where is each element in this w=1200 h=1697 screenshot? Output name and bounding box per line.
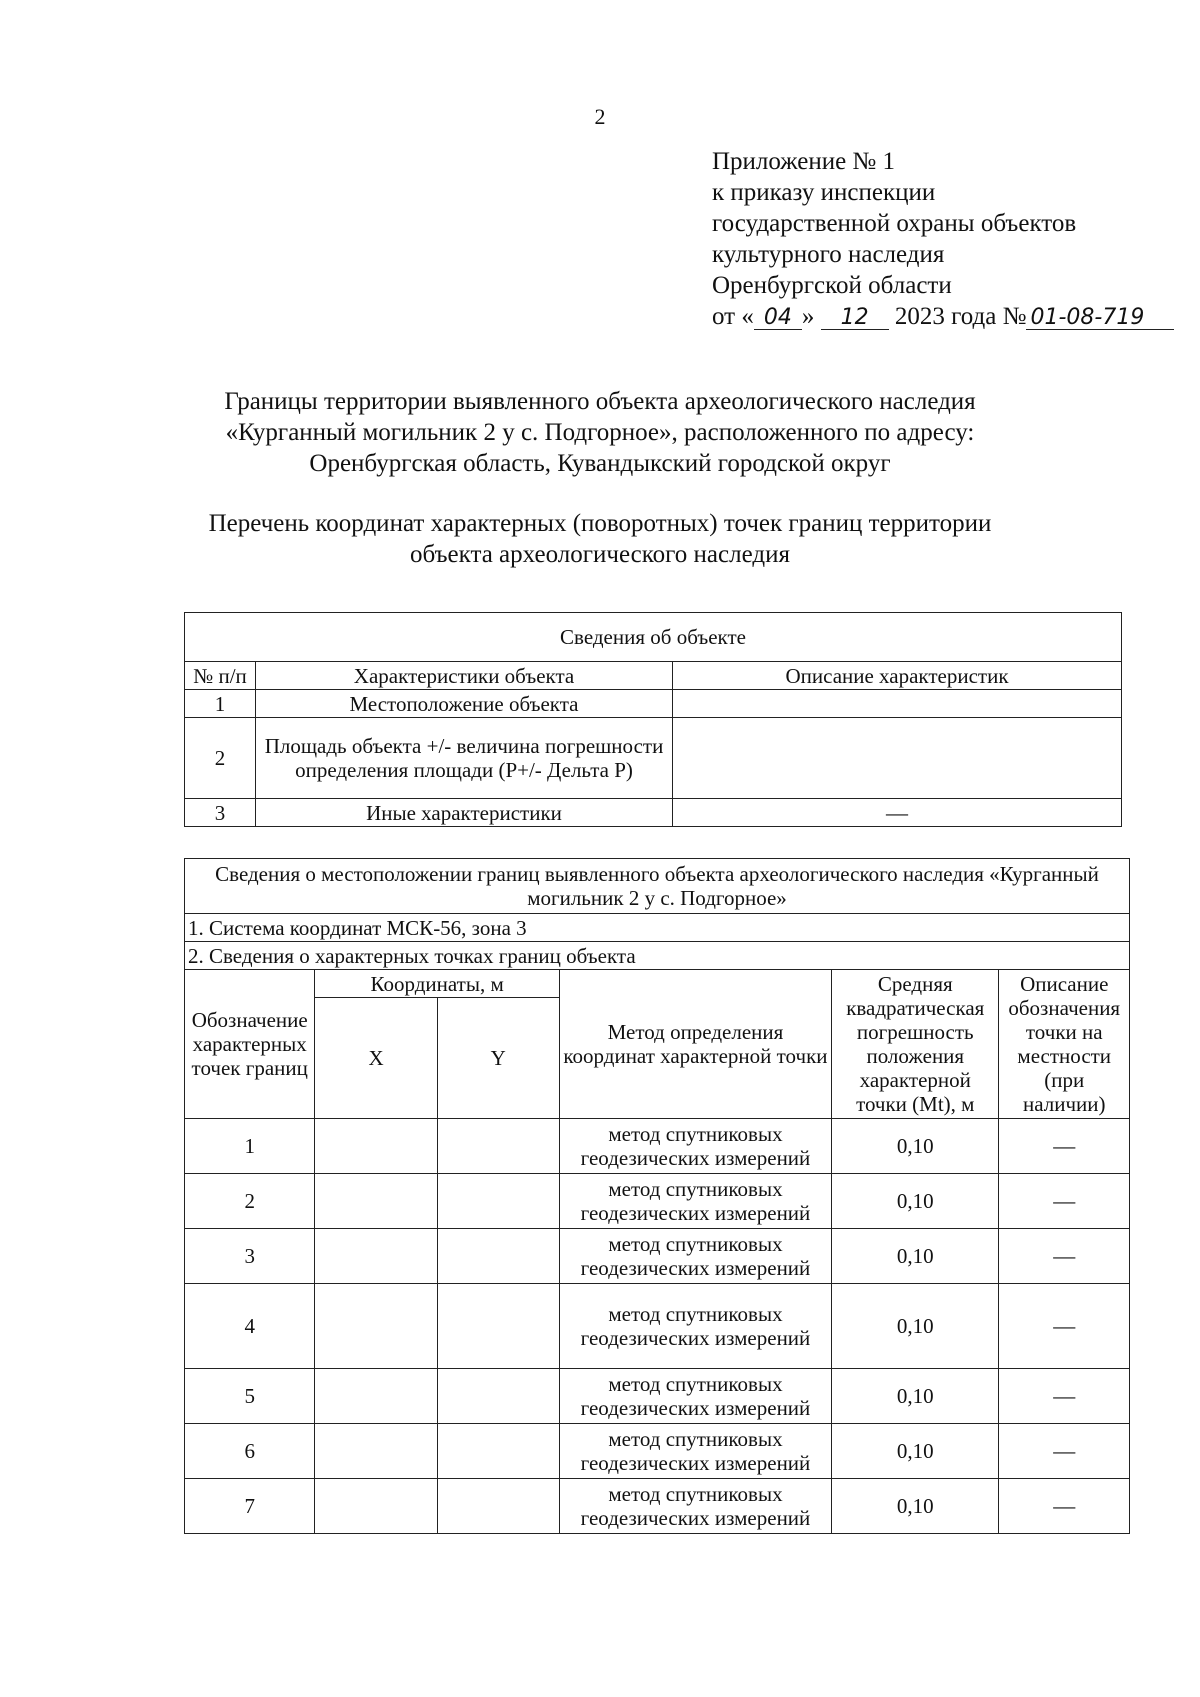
point-error: 0,10 bbox=[832, 1284, 999, 1369]
point-method: метод спутниковых геодезических измерений bbox=[559, 1369, 831, 1424]
appendix-line: культурного наследия bbox=[712, 241, 945, 268]
date-year: 2023 года № bbox=[894, 303, 1027, 330]
boundary-points-table bbox=[184, 858, 1130, 1534]
row-name: Площадь объекта +/- величина погрешности определения площади (P+/- Дельта P) bbox=[256, 718, 673, 799]
table-row bbox=[185, 799, 1122, 827]
header-description: Описание характеристик bbox=[673, 662, 1122, 690]
point-method: метод спутниковых геодезических измерений bbox=[559, 1229, 831, 1284]
point-y bbox=[437, 1479, 559, 1534]
point-description: — bbox=[999, 1119, 1130, 1174]
order-number: 01-08-719 bbox=[1026, 307, 1174, 330]
header-x: X bbox=[315, 998, 437, 1119]
point-x bbox=[315, 1369, 437, 1424]
section-heading: 2. Сведения о характерных точках границ объекта bbox=[185, 942, 1130, 970]
appendix-block bbox=[712, 146, 1174, 332]
header-num: № п/п bbox=[185, 662, 256, 690]
point-method: метод спутниковых геодезических измерений bbox=[559, 1119, 831, 1174]
point-x bbox=[315, 1479, 437, 1534]
point-description: — bbox=[999, 1369, 1130, 1424]
point-method: метод спутниковых геодезических измерений bbox=[559, 1284, 831, 1369]
point-description: — bbox=[999, 1479, 1130, 1534]
row-name: Иные характеристики bbox=[256, 799, 673, 827]
point-num: 5 bbox=[185, 1369, 315, 1424]
table-row bbox=[185, 1229, 1130, 1284]
header-characteristics: Характеристики объекта bbox=[256, 662, 673, 690]
point-error: 0,10 bbox=[832, 1424, 999, 1479]
point-num: 2 bbox=[185, 1174, 315, 1229]
order-date-line bbox=[712, 301, 1174, 332]
point-error: 0,10 bbox=[832, 1119, 999, 1174]
document-title bbox=[0, 386, 1200, 479]
point-y bbox=[437, 1369, 559, 1424]
points-table-caption: Сведения о местоположении границ выявленного объекта археологического наследия «Курганный могильник 2 у с. Подгорное» bbox=[185, 859, 1130, 914]
row-num: 1 bbox=[185, 690, 256, 718]
point-x bbox=[315, 1284, 437, 1369]
point-description: — bbox=[999, 1229, 1130, 1284]
date-prefix: от « bbox=[712, 303, 754, 330]
point-x bbox=[315, 1174, 437, 1229]
date-mid: » bbox=[801, 303, 815, 330]
point-description: — bbox=[999, 1284, 1130, 1369]
title-line: Оренбургская область, Кувандыкский городской округ bbox=[309, 450, 891, 477]
date-day: 04 bbox=[754, 307, 802, 330]
row-num: 3 bbox=[185, 799, 256, 827]
row-name: Местоположение объекта bbox=[256, 690, 673, 718]
header-coords: Координаты, м bbox=[315, 970, 559, 998]
row-desc: — bbox=[673, 799, 1122, 827]
subtitle-line: Перечень координат характерных (поворотных) точек границ территории bbox=[208, 510, 992, 537]
header-designation: Обозначение характерных точек границ bbox=[185, 970, 315, 1119]
header-error: Средняя квадратическая погрешность положения характерной точки (Mt), м bbox=[832, 970, 999, 1119]
subtitle-line: объекта археологического наследия bbox=[410, 541, 790, 568]
header-point-description: Описание обозначения точки на местности (при наличии) bbox=[999, 970, 1130, 1119]
point-y bbox=[437, 1284, 559, 1369]
point-method: метод спутниковых геодезических измерений bbox=[559, 1424, 831, 1479]
page-number: 2 bbox=[594, 104, 606, 129]
title-line: Границы территории выявленного объекта археологического наследия bbox=[224, 388, 976, 415]
point-description: — bbox=[999, 1174, 1130, 1229]
point-x bbox=[315, 1229, 437, 1284]
table-row bbox=[185, 1174, 1130, 1229]
row-desc bbox=[673, 690, 1122, 718]
point-error: 0,10 bbox=[832, 1369, 999, 1424]
point-y bbox=[437, 1229, 559, 1284]
point-method: метод спутниковых геодезических измерений bbox=[559, 1174, 831, 1229]
document-subtitle bbox=[0, 508, 1200, 570]
row-num: 2 bbox=[185, 718, 256, 799]
object-table-caption: Сведения об объекте bbox=[185, 613, 1122, 662]
table-row bbox=[185, 718, 1122, 799]
point-num: 4 bbox=[185, 1284, 315, 1369]
table-row bbox=[185, 1479, 1130, 1534]
appendix-line: Приложение № 1 bbox=[712, 148, 896, 175]
date-month: 12 bbox=[821, 307, 889, 330]
point-method: метод спутниковых геодезических измерений bbox=[559, 1479, 831, 1534]
title-line: «Курганный могильник 2 у с. Подгорное», расположенного по адресу: bbox=[225, 419, 975, 446]
point-error: 0,10 bbox=[832, 1174, 999, 1229]
point-y bbox=[437, 1174, 559, 1229]
table-row bbox=[185, 1369, 1130, 1424]
point-x bbox=[315, 1119, 437, 1174]
point-error: 0,10 bbox=[832, 1479, 999, 1534]
object-info-table bbox=[184, 612, 1122, 827]
header-y: Y bbox=[437, 998, 559, 1119]
point-num: 1 bbox=[185, 1119, 315, 1174]
point-error: 0,10 bbox=[832, 1229, 999, 1284]
row-desc bbox=[673, 718, 1122, 799]
header-method: Метод определения координат характерной точки bbox=[559, 970, 831, 1119]
point-num: 6 bbox=[185, 1424, 315, 1479]
appendix-line: государственной охраны объектов bbox=[712, 210, 1077, 237]
table-row bbox=[185, 1424, 1130, 1479]
coordinate-system: 1. Система координат МСК-56, зона 3 bbox=[185, 914, 1130, 942]
point-description: — bbox=[999, 1424, 1130, 1479]
table-row bbox=[185, 1119, 1130, 1174]
table-row bbox=[185, 690, 1122, 718]
point-y bbox=[437, 1119, 559, 1174]
point-num: 3 bbox=[185, 1229, 315, 1284]
table-row bbox=[185, 1284, 1130, 1369]
point-x bbox=[315, 1424, 437, 1479]
point-num: 7 bbox=[185, 1479, 315, 1534]
point-y bbox=[437, 1424, 559, 1479]
appendix-line: Оренбургской области bbox=[712, 272, 952, 299]
appendix-line: к приказу инспекции bbox=[712, 179, 936, 206]
